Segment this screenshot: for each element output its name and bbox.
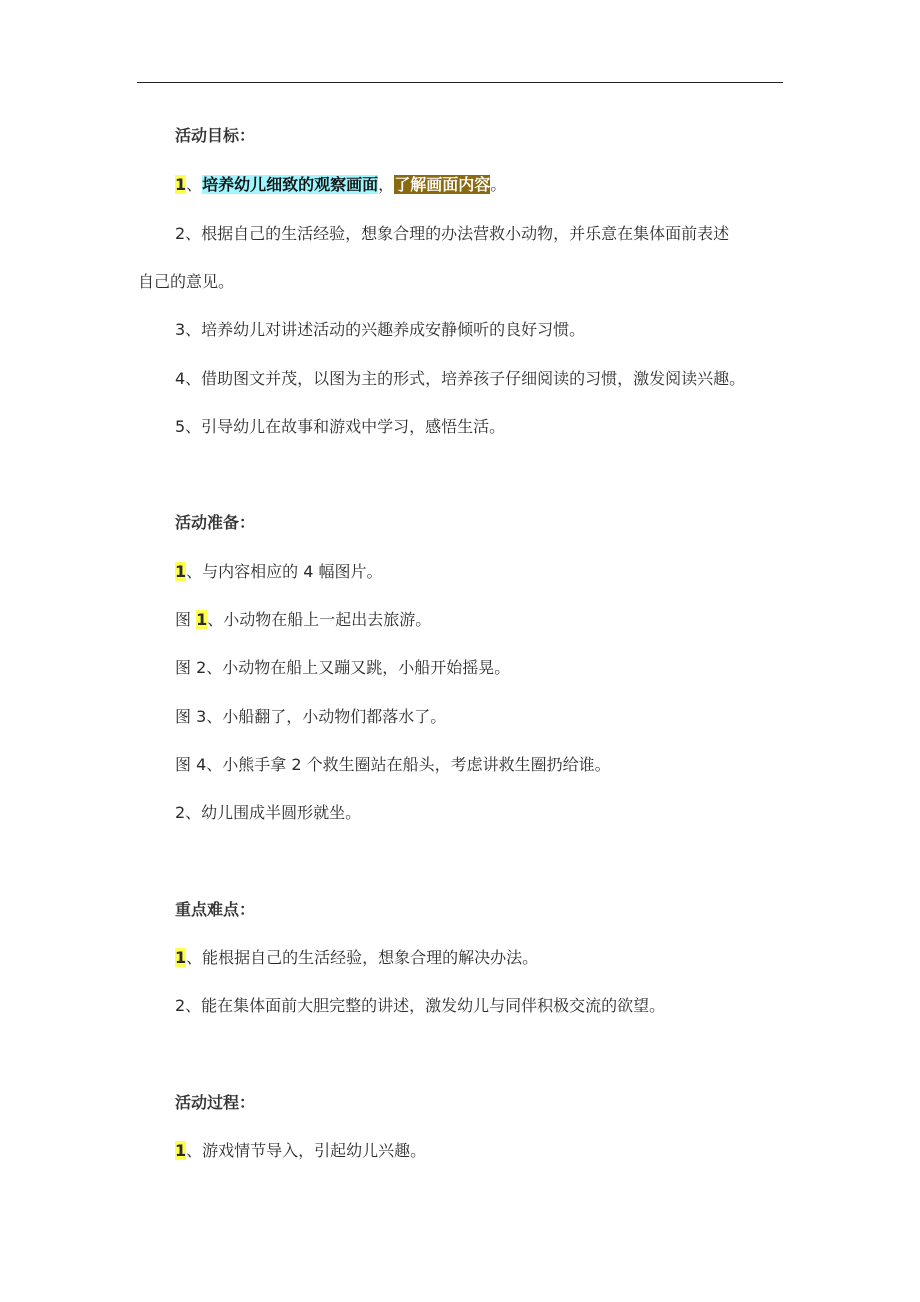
item-number-highlight: 1 [175, 948, 187, 967]
goals-item-4: 4、借助图文并茂，以图为主的形式，培养孩子仔细阅读的习惯，激发阅读兴趣。 [175, 369, 746, 388]
prep-figure-4: 图 4、小熊手拿 2 个救生圈站在船头，考虑讲救生圈扔给谁。 [175, 755, 611, 774]
figure-text: 、小动物在船上一起出去旅游。 [207, 610, 432, 629]
item-text: 、能根据自己的生活经验，想象合理的解决办法。 [186, 948, 539, 967]
section-heading-process: 活动过程： [175, 1093, 256, 1112]
key-item-1 [175, 946, 538, 970]
figure-prefix: 图 [175, 610, 197, 629]
process-item-1 [175, 1139, 426, 1163]
prep-item-2: 2、幼儿围成半圆形就坐。 [175, 803, 362, 822]
prep-figure-2: 图 2、小动物在船上又蹦又跳，小船开始摇晃。 [175, 658, 511, 677]
item-text: 、与内容相应的 4 幅图片。 [186, 562, 383, 581]
item-number-highlight: 1 [175, 1141, 187, 1160]
section-heading-goals: 活动目标： [175, 126, 256, 145]
item-number-highlight: 1 [175, 562, 187, 581]
goals-item-5: 5、引导幼儿在故事和游戏中学习，感悟生活。 [175, 417, 506, 436]
key-item-2: 2、能在集体面前大胆完整的讲述，激发幼儿与同伴积极交流的欲望。 [175, 996, 666, 1015]
separator: 、 [186, 175, 203, 194]
prep-figure-3: 图 3、小船翻了，小动物们都落水了。 [175, 707, 447, 726]
goals-item-1 [175, 173, 506, 197]
goals-item-3: 3、培养幼儿对讲述活动的兴趣养成安静倾听的良好习惯。 [175, 320, 586, 339]
goals-item-2-line-1: 2、根据自己的生活经验，想象合理的办法营救小动物，并乐意在集体面前表述 [175, 224, 730, 243]
header-rule [137, 82, 783, 83]
highlight-cyan-text: 培养幼儿细致的观察画面 [202, 175, 379, 194]
goals-item-2-line-2: 自己的意见。 [138, 272, 235, 291]
period: 。 [490, 175, 507, 194]
section-heading-prep: 活动准备： [175, 513, 256, 532]
item-text: 、游戏情节导入，引起幼儿兴趣。 [186, 1141, 427, 1160]
comma: ， [378, 175, 395, 194]
highlight-brown-text: 了解画面内容 [394, 175, 491, 194]
figure-number-highlight: 1 [196, 610, 208, 629]
section-heading-key: 重点难点： [175, 900, 256, 919]
prep-figure-1 [175, 608, 431, 632]
item-number-highlight: 1 [175, 175, 187, 194]
prep-item-1 [175, 560, 383, 584]
